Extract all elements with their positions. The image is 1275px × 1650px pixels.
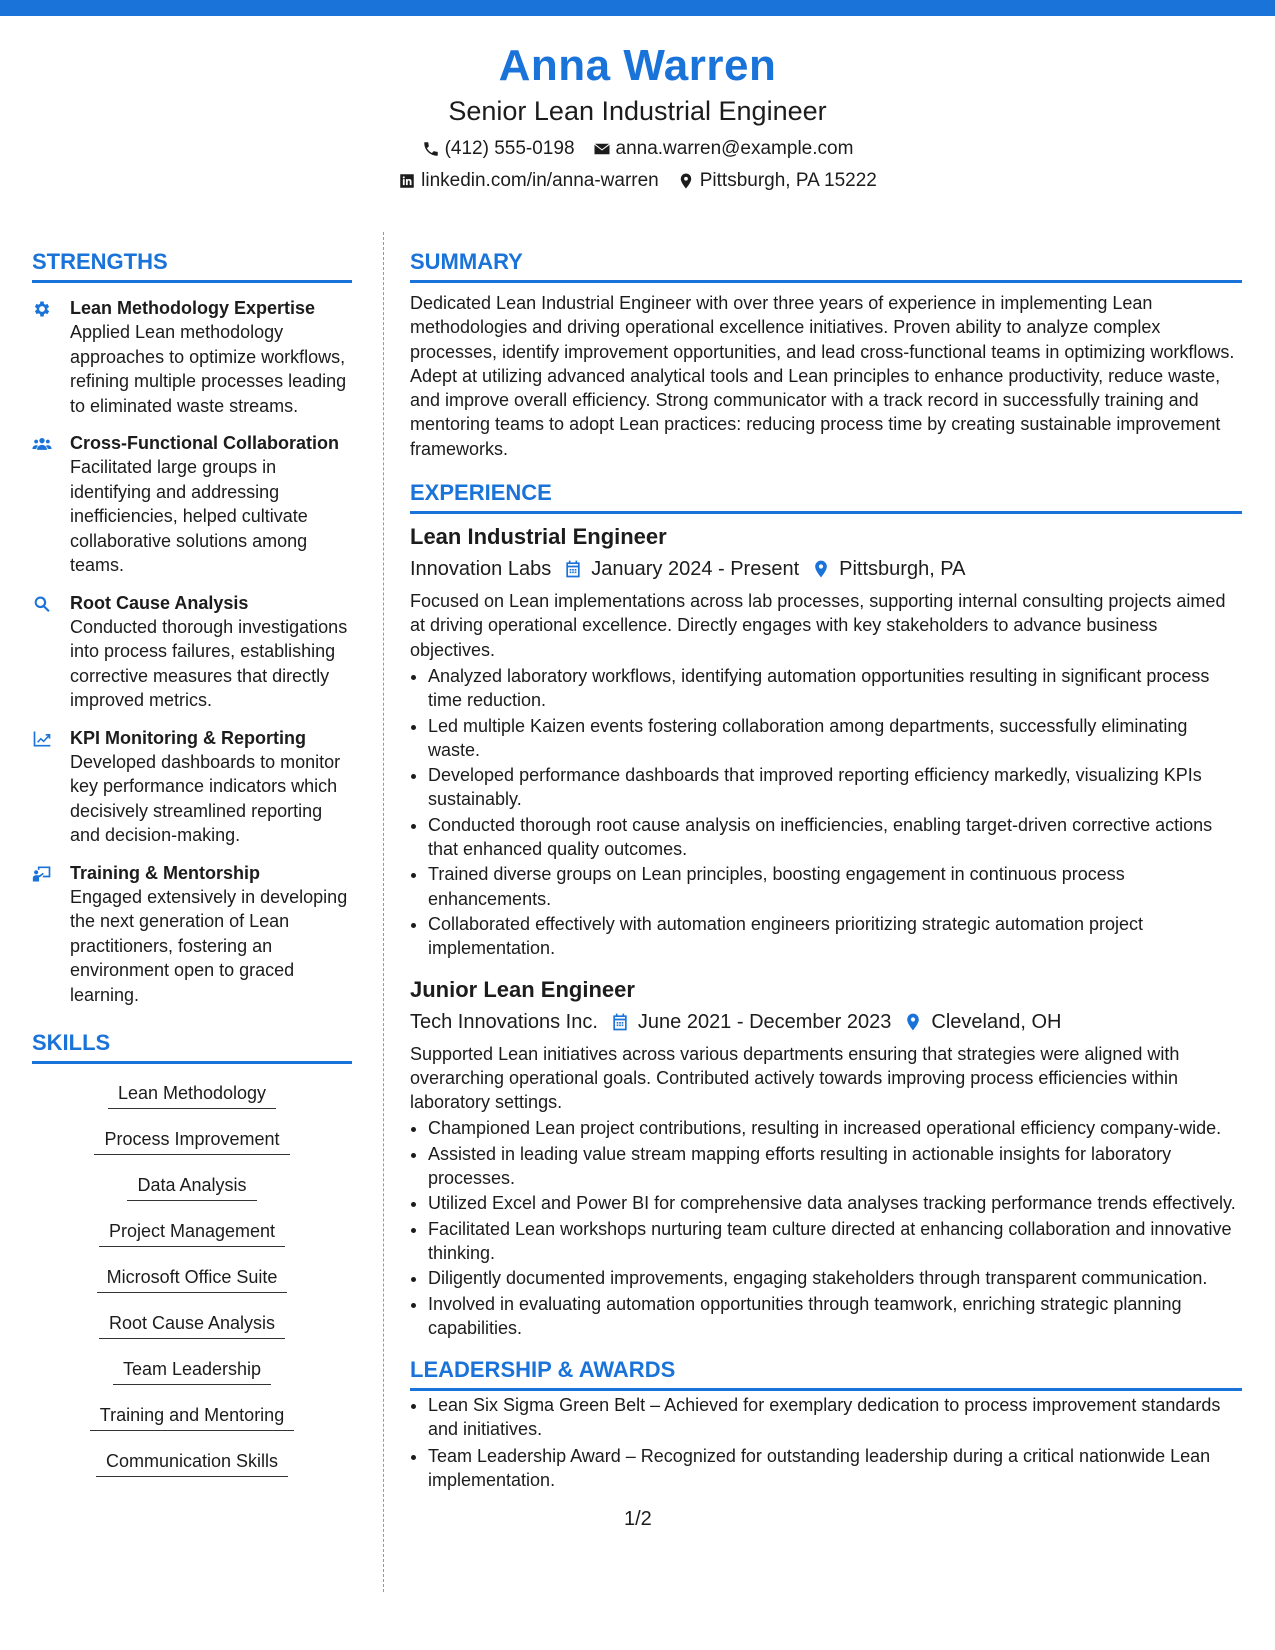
contact-row-1 bbox=[0, 137, 1275, 161]
bullet-item: • Involved in evaluating automation opportunities through teamwork, enriching strategic planning capabilities. bbox=[428, 1292, 1242, 1341]
skill-tag: Root Cause Analysis bbox=[99, 1309, 285, 1339]
skill-tag: Team Leadership bbox=[113, 1355, 271, 1385]
bullet-item: • Developed performance dashboards that improved reporting efficiency markedly, visualizing KPIs sustainably. bbox=[428, 763, 1242, 812]
award-item: • Lean Six Sigma Green Belt – Achieved for exemplary dedication to process improvement standards and initiatives. bbox=[428, 1393, 1242, 1442]
strength-title: Root Cause Analysis bbox=[70, 592, 249, 613]
linkedin-url[interactable]: linkedin.com/in/anna-warren bbox=[421, 170, 659, 191]
company-name: Innovation Labs bbox=[410, 558, 552, 581]
calendar-icon bbox=[610, 1012, 630, 1032]
job-title: Lean Industrial Engineer bbox=[410, 524, 667, 550]
location-text: Pittsburgh, PA 15222 bbox=[699, 170, 877, 191]
bullet-item: • Championed Lean project contributions, resulting in increased operational efficiency company-wide. bbox=[428, 1116, 1242, 1140]
teacher-icon bbox=[32, 864, 52, 884]
skill-tag: Communication Skills bbox=[96, 1447, 288, 1477]
skill-tag: Microsoft Office Suite bbox=[97, 1263, 288, 1293]
left-column bbox=[32, 248, 352, 1486]
bullet-item: • Diligently documented improvements, engaging stakeholders through transparent communication. bbox=[428, 1266, 1242, 1290]
job-bullets bbox=[410, 1116, 1242, 1340]
phone-icon bbox=[422, 140, 440, 158]
strengths-list bbox=[32, 296, 352, 1007]
phone-number: (412) 555-0198 bbox=[444, 138, 575, 159]
page-number: 1/2 bbox=[624, 1508, 652, 1530]
skill-tag: Project Management bbox=[99, 1217, 285, 1247]
job-dates: June 2021 - December 2023 bbox=[637, 1010, 892, 1033]
experience-heading: EXPERIENCE bbox=[410, 479, 1242, 514]
map-pin-icon bbox=[903, 1012, 923, 1032]
email-address[interactable]: anna.warren@example.com bbox=[615, 138, 854, 159]
strength-title: Cross-Functional Collaboration bbox=[70, 433, 340, 453]
job-dates: January 2024 - Present bbox=[591, 558, 800, 581]
map-pin-icon bbox=[811, 559, 831, 579]
bullet-item: • Collaborated effectively with automation engineers prioritizing strategic automation project implementation. bbox=[428, 912, 1242, 961]
strength-item bbox=[32, 726, 352, 848]
search-icon bbox=[32, 594, 52, 614]
job-entry bbox=[410, 522, 1242, 960]
top-accent-bar bbox=[0, 0, 1275, 16]
job-entry bbox=[410, 975, 1242, 1341]
strength-desc: Conducted thorough investigations into process failures, establishing corrective measures that directly improved metrics. bbox=[70, 616, 348, 710]
job-description: Focused on Lean implementations across lab processes, supporting internal consulting projects aimed at driving operational excellence. Directly engages with key stakeholders to advance business objectives. bbox=[410, 591, 1226, 660]
summary-text: Dedicated Lean Industrial Engineer with over three years of experience in implementing Lean methodologies and driving operational excellence initiatives. Proven ability to analyze complex processes, identify improvement opportunities, and lead cross-functional teams in optimizing workflows. Adept at utilizing advanced analytical tools and Lean principles to enhance productivity, reduce waste, and improve overall efficiency. Strong communicator with a track record in successfully training and mentoring teams to adopt Lean practices: reducing process time by creating sustainable improvement frameworks. bbox=[410, 293, 1235, 459]
users-icon bbox=[32, 434, 52, 454]
bullet-item: • Led multiple Kaizen events fostering collaboration among departments, successfully eliminating waste. bbox=[428, 714, 1242, 763]
skills-list bbox=[32, 1072, 352, 1486]
calendar-icon bbox=[563, 559, 583, 579]
skills-heading: SKILLS bbox=[32, 1029, 352, 1064]
envelope-icon bbox=[593, 140, 611, 158]
job-location: Pittsburgh, PA bbox=[839, 558, 966, 581]
bullet-item: • Analyzed laboratory workflows, identifying automation opportunities resulting in significant process time reduction. bbox=[428, 664, 1242, 713]
candidate-title: Senior Lean Industrial Engineer bbox=[448, 96, 827, 126]
bullet-item: • Trained diverse groups on Lean principles, boosting engagement in continuous process enhancements. bbox=[428, 862, 1242, 911]
company-name: Tech Innovations Inc. bbox=[410, 1010, 598, 1033]
strength-item bbox=[32, 861, 352, 1008]
chart-line-icon bbox=[32, 729, 52, 749]
strength-title: Training & Mentorship bbox=[70, 862, 261, 883]
job-location: Cleveland, OH bbox=[931, 1010, 1062, 1033]
strength-item bbox=[32, 431, 352, 578]
bullet-item: • Conducted thorough root cause analysis on inefficiencies, enabling target-driven corrective actions that enhanced quality outcomes. bbox=[428, 813, 1242, 862]
phone-contact bbox=[422, 137, 575, 161]
skill-tag: Training and Mentoring bbox=[90, 1401, 294, 1431]
strength-desc: Facilitated large groups in identifying and addressing inefficiencies, helped cultivate collaborative solutions among teams. bbox=[70, 457, 308, 575]
job-description: Supported Lean initiatives across various departments ensuring that strategies were aligned with overarching operational goals. Contributed actively towards improving process efficiencies within laboratory settings. bbox=[410, 1043, 1180, 1113]
right-column bbox=[410, 248, 1242, 1492]
contact-row-2 bbox=[0, 169, 1275, 193]
skill-tag: Process Improvement bbox=[94, 1125, 289, 1155]
map-pin-icon bbox=[677, 172, 695, 190]
award-item: • Team Leadership Award – Recognized for outstanding leadership during a critical nationwide Lean implementation. bbox=[428, 1444, 1242, 1493]
linkedin-contact bbox=[398, 169, 659, 193]
job-title: Junior Lean Engineer bbox=[410, 976, 635, 1002]
resume-header bbox=[0, 40, 1275, 193]
strengths-heading: STRENGTHS bbox=[32, 248, 352, 283]
strength-item bbox=[32, 591, 352, 713]
bullet-item: • Assisted in leading value stream mapping efforts resulting in actionable insights for laboratory processes. bbox=[428, 1142, 1242, 1191]
strength-title: Lean Methodology Expertise bbox=[70, 298, 316, 318]
candidate-name: Anna Warren bbox=[498, 41, 777, 90]
bullet-item: • Facilitated Lean workshops nurturing team culture directed at enhancing collaboration and innovative thinking. bbox=[428, 1217, 1242, 1266]
bullet-item: • Utilized Excel and Power BI for comprehensive data analyses tracking performance trends effectively. bbox=[428, 1191, 1242, 1215]
linkedin-icon bbox=[398, 172, 416, 190]
strength-item bbox=[32, 296, 352, 418]
gear-icon bbox=[32, 299, 52, 319]
skill-tag: Data Analysis bbox=[127, 1171, 256, 1201]
summary-heading: SUMMARY bbox=[410, 248, 1242, 283]
leadership-list bbox=[410, 1393, 1242, 1492]
location-contact bbox=[677, 169, 877, 193]
skill-tag: Lean Methodology bbox=[108, 1079, 276, 1109]
leadership-heading: LEADERSHIP & AWARDS bbox=[410, 1356, 1242, 1391]
strength-desc: Applied Lean methodology approaches to optimize workflows, refining multiple processes leading to eliminated waste streams. bbox=[70, 322, 347, 416]
strength-desc: Developed dashboards to monitor key performance indicators which decisively streamlined reporting and decision-making. bbox=[70, 751, 341, 845]
email-contact bbox=[593, 137, 854, 161]
column-divider bbox=[383, 232, 384, 1592]
strength-desc: Engaged extensively in developing the next generation of Lean practitioners, fostering an environment open to graced learning. bbox=[70, 886, 348, 1005]
job-meta bbox=[410, 1008, 1242, 1036]
job-meta bbox=[410, 555, 1242, 583]
job-bullets bbox=[410, 664, 1242, 961]
strength-title: KPI Monitoring & Reporting bbox=[70, 727, 306, 748]
